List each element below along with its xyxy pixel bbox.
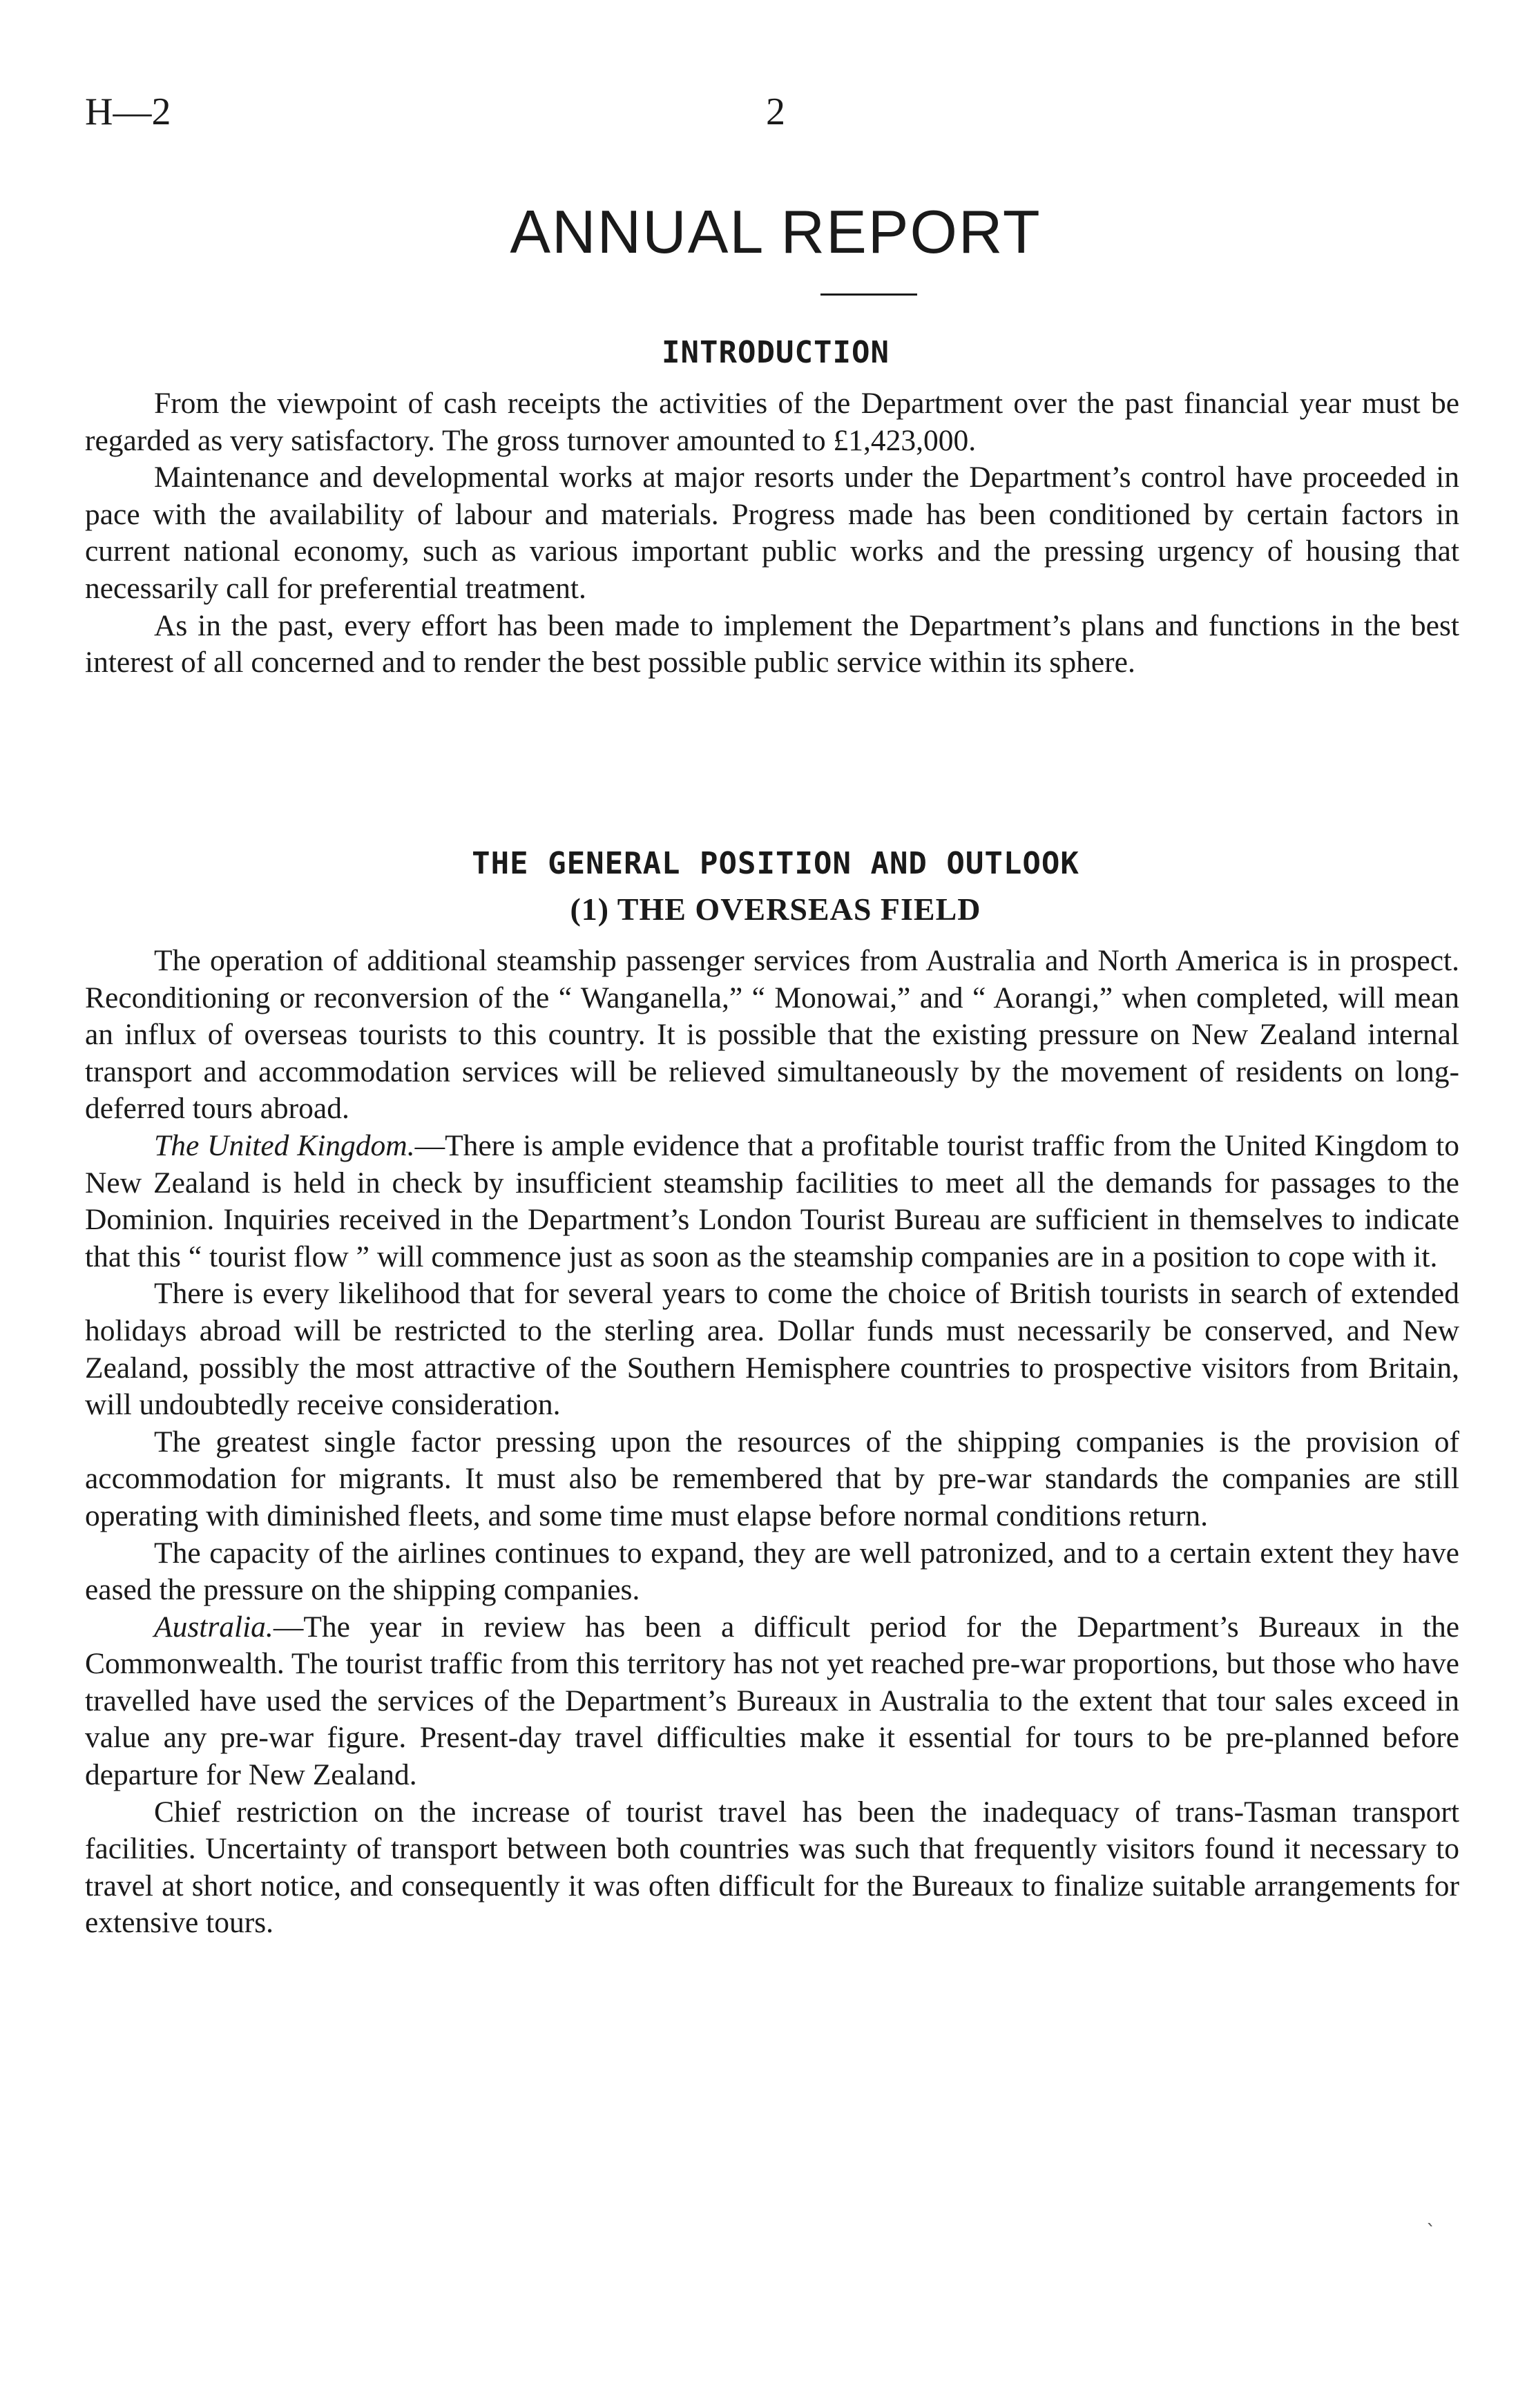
body-paragraph: The greatest single factor pressing upon the resources of the shipping companies is the provision of accommodation for migrants. It must also be remembered that by pre-war standards the companies are still operating with diminished fleets, and some time must elapse before normal conditions return. [85, 1425, 1459, 1532]
introduction-heading: INTRODUCTION [662, 335, 890, 370]
title-divider [820, 293, 917, 296]
australia-text: —The year in review has been a difficult period for the Department’s Bureaux in the Commonwealth. The tourist traffic from this territory has not yet reached pre-war proportions, but those who have travelled have used the services of the Department’s Bureaux in Australia to the extent that tour sales exceed in value any pre-war figure. Present-day travel difficulties make it essential for tours to be pre-planned before departure for New Zealand. [85, 1610, 1459, 1792]
body-paragraph: There is every likelihood that for several years to come the choice of British tourists in search of extended holidays abroad will be restricted to the sterling area. Dollar funds must necessarily be conserved, and New Zealand, possibly the most attractive of the Southern Hemisphere countries to prospective visitors from Britain, will undoubtedly receive consideration. [85, 1277, 1459, 1422]
page-number: 2 [766, 90, 785, 133]
australia-lead: Australia. [154, 1610, 273, 1644]
body-paragraph: The capacity of the airlines continues to expand, they are well patronized, and to a certain extent they have eased the pressure on the shipping companies. [85, 1536, 1459, 1607]
general-position-heading: THE GENERAL POSITION AND OUTLOOK [472, 846, 1079, 881]
introduction-section [85, 385, 1459, 682]
document-page [85, 90, 1459, 1940]
united-kingdom-lead: The United Kingdom. [154, 1128, 415, 1162]
report-title: ANNUAL REPORT [510, 198, 1041, 266]
introduction-paragraph: Maintenance and developmental works at major resorts under the Department’s control have proceeded in pace with the availability of labour and materials. Progress made has been conditioned by certain factors in current national economy, such as various important public works and the pressing urgency of housing that necessarily call for preferential treatment. [85, 461, 1459, 605]
introduction-paragraph: From the viewpoint of cash receipts the activities of the Department over the past financial year must be regarded as very satisfactory. The gross turnover amounted to £1,423,000. [85, 387, 1459, 457]
page-header [85, 90, 1459, 145]
australia-paragraph [85, 1609, 1459, 1794]
print-artifact-mark: ˋ [1426, 2220, 1436, 2243]
body-paragraph: Chief restriction on the increase of tourist travel has been the inadequacy of trans-Tasman transport facilities. Uncertainty of transport between both countries was such that frequently visitors found it necessary to travel at short notice, and consequently it was often difficult for the Bureaux to finalize suitable arrangements for extensive tours. [85, 1795, 1459, 1940]
united-kingdom-text: —There is ample evidence that a profitable tourist traffic from the United Kingdom to New Zealand is held in check by insufficient steamship facilities to meet all the demands for passages to the Dominion. Inquiries received in the Department’s London Tourist Bureau are sufficient in themselves to indicate that this “ tourist flow ” will commence just as soon as the steamship companies are in a position to cope with it. [85, 1128, 1459, 1273]
overseas-field-section [85, 943, 1459, 1942]
document-code: H—2 [85, 90, 171, 133]
united-kingdom-paragraph [85, 1128, 1459, 1275]
overseas-field-subheading: (1) THE OVERSEAS FIELD [570, 892, 981, 927]
introduction-paragraph: As in the past, every effort has been made to implement the Department’s plans and functions in the best interest of all concerned and to render the best possible public service within its sphere. [85, 608, 1459, 680]
body-paragraph: The operation of additional steamship passenger services from Australia and North America is in prospect. Reconditioning or reconversion of the “ Wanganella,” “ Monowai,” and “ Aorangi,” when completed, will mean an influx of overseas tourists to this country. It is possible that the existing pressure on New Zealand internal transport and accommodation services will be relieved simultaneously by the movement of residents on long-deferred tours abroad. [85, 944, 1459, 1126]
